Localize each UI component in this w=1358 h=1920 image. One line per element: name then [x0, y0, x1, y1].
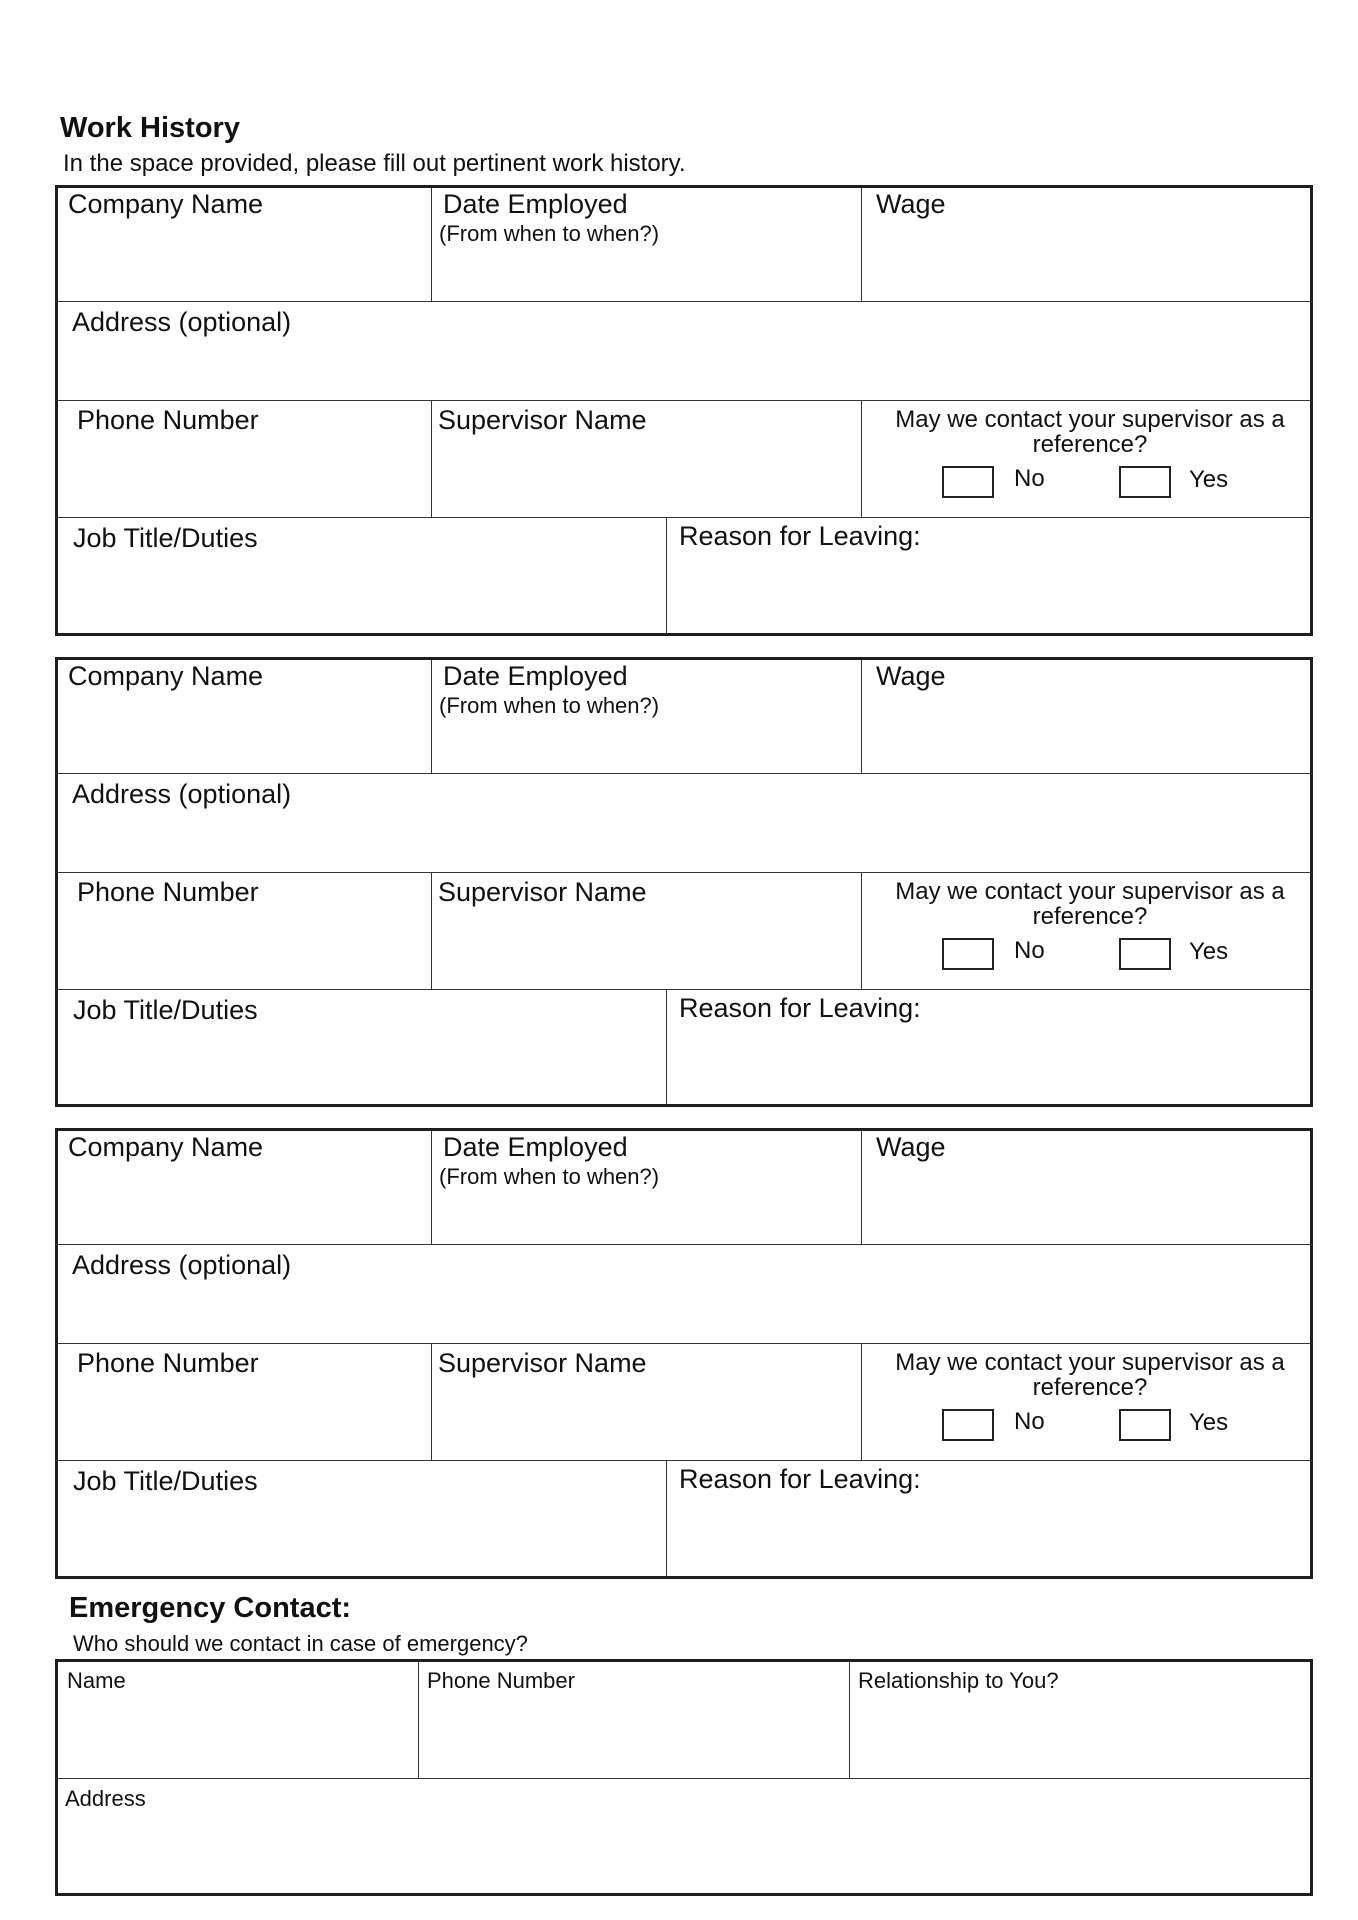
- work-entry-3: [55, 1128, 1313, 1579]
- contact-no-checkbox[interactable]: [942, 466, 994, 498]
- company-name-field[interactable]: Company Name: [68, 1132, 264, 1162]
- contact-supervisor-question: May we contact your supervisor as a reference?: [895, 406, 1285, 458]
- date-employed-field[interactable]: Date Employed: [443, 189, 628, 219]
- emergency-relationship-field[interactable]: Relationship to You?: [858, 1668, 1059, 1693]
- contact-no-label: No: [1014, 937, 1045, 964]
- reason-for-leaving-field[interactable]: Reason for Leaving:: [679, 993, 921, 1023]
- contact-no-checkbox[interactable]: [942, 1409, 994, 1441]
- emergency-address-field[interactable]: Address: [65, 1786, 146, 1811]
- wage-field[interactable]: Wage: [876, 1132, 946, 1162]
- phone-number-field[interactable]: Phone Number: [77, 405, 259, 435]
- date-employed-hint: (From when to when?): [439, 693, 660, 718]
- job-title-field[interactable]: Job Title/Duties: [73, 1466, 258, 1496]
- contact-yes-checkbox[interactable]: [1119, 466, 1171, 498]
- work-entry-1: [55, 185, 1313, 636]
- job-title-field[interactable]: Job Title/Duties: [73, 523, 258, 553]
- date-employed-field[interactable]: Date Employed: [443, 661, 628, 691]
- phone-number-field[interactable]: Phone Number: [77, 877, 259, 907]
- contact-yes-label: Yes: [1189, 938, 1229, 965]
- wage-field[interactable]: Wage: [876, 661, 946, 691]
- date-employed-field[interactable]: Date Employed: [443, 1132, 628, 1162]
- phone-number-field[interactable]: Phone Number: [77, 1348, 259, 1378]
- address-field[interactable]: Address (optional): [72, 307, 292, 337]
- contact-yes-label: Yes: [1189, 1409, 1229, 1436]
- reason-for-leaving-field[interactable]: Reason for Leaving:: [679, 521, 921, 551]
- address-field[interactable]: Address (optional): [72, 779, 292, 809]
- supervisor-name-field[interactable]: Supervisor Name: [438, 405, 647, 435]
- contact-supervisor-question: May we contact your supervisor as a reference?: [895, 878, 1285, 930]
- contact-yes-checkbox[interactable]: [1119, 1409, 1171, 1441]
- work-history-title: Work History: [60, 112, 240, 144]
- emergency-contact-title: Emergency Contact:: [69, 1592, 352, 1624]
- work-entry-2: [55, 657, 1313, 1107]
- contact-yes-checkbox[interactable]: [1119, 938, 1171, 970]
- contact-supervisor-question: May we contact your supervisor as a reference?: [895, 1349, 1285, 1401]
- contact-yes-label: Yes: [1189, 466, 1229, 493]
- emergency-name-field[interactable]: Name: [67, 1668, 126, 1693]
- supervisor-name-field[interactable]: Supervisor Name: [438, 1348, 647, 1378]
- wage-field[interactable]: Wage: [876, 189, 946, 219]
- emergency-contact-table: [55, 1659, 1313, 1896]
- contact-no-label: No: [1014, 465, 1045, 492]
- job-title-field[interactable]: Job Title/Duties: [73, 995, 258, 1025]
- date-employed-hint: (From when to when?): [439, 1164, 660, 1189]
- work-history-intro: In the space provided, please fill out pertinent work history.: [63, 150, 686, 177]
- emergency-contact-intro: Who should we contact in case of emergency?: [73, 1631, 528, 1656]
- company-name-field[interactable]: Company Name: [68, 661, 264, 691]
- emergency-phone-number-field[interactable]: Phone Number: [427, 1668, 575, 1693]
- supervisor-name-field[interactable]: Supervisor Name: [438, 877, 647, 907]
- date-employed-hint: (From when to when?): [439, 221, 660, 246]
- contact-no-checkbox[interactable]: [942, 938, 994, 970]
- contact-no-label: No: [1014, 1408, 1045, 1435]
- address-field[interactable]: Address (optional): [72, 1250, 292, 1280]
- reason-for-leaving-field[interactable]: Reason for Leaving:: [679, 1464, 921, 1494]
- company-name-field[interactable]: Company Name: [68, 189, 264, 219]
